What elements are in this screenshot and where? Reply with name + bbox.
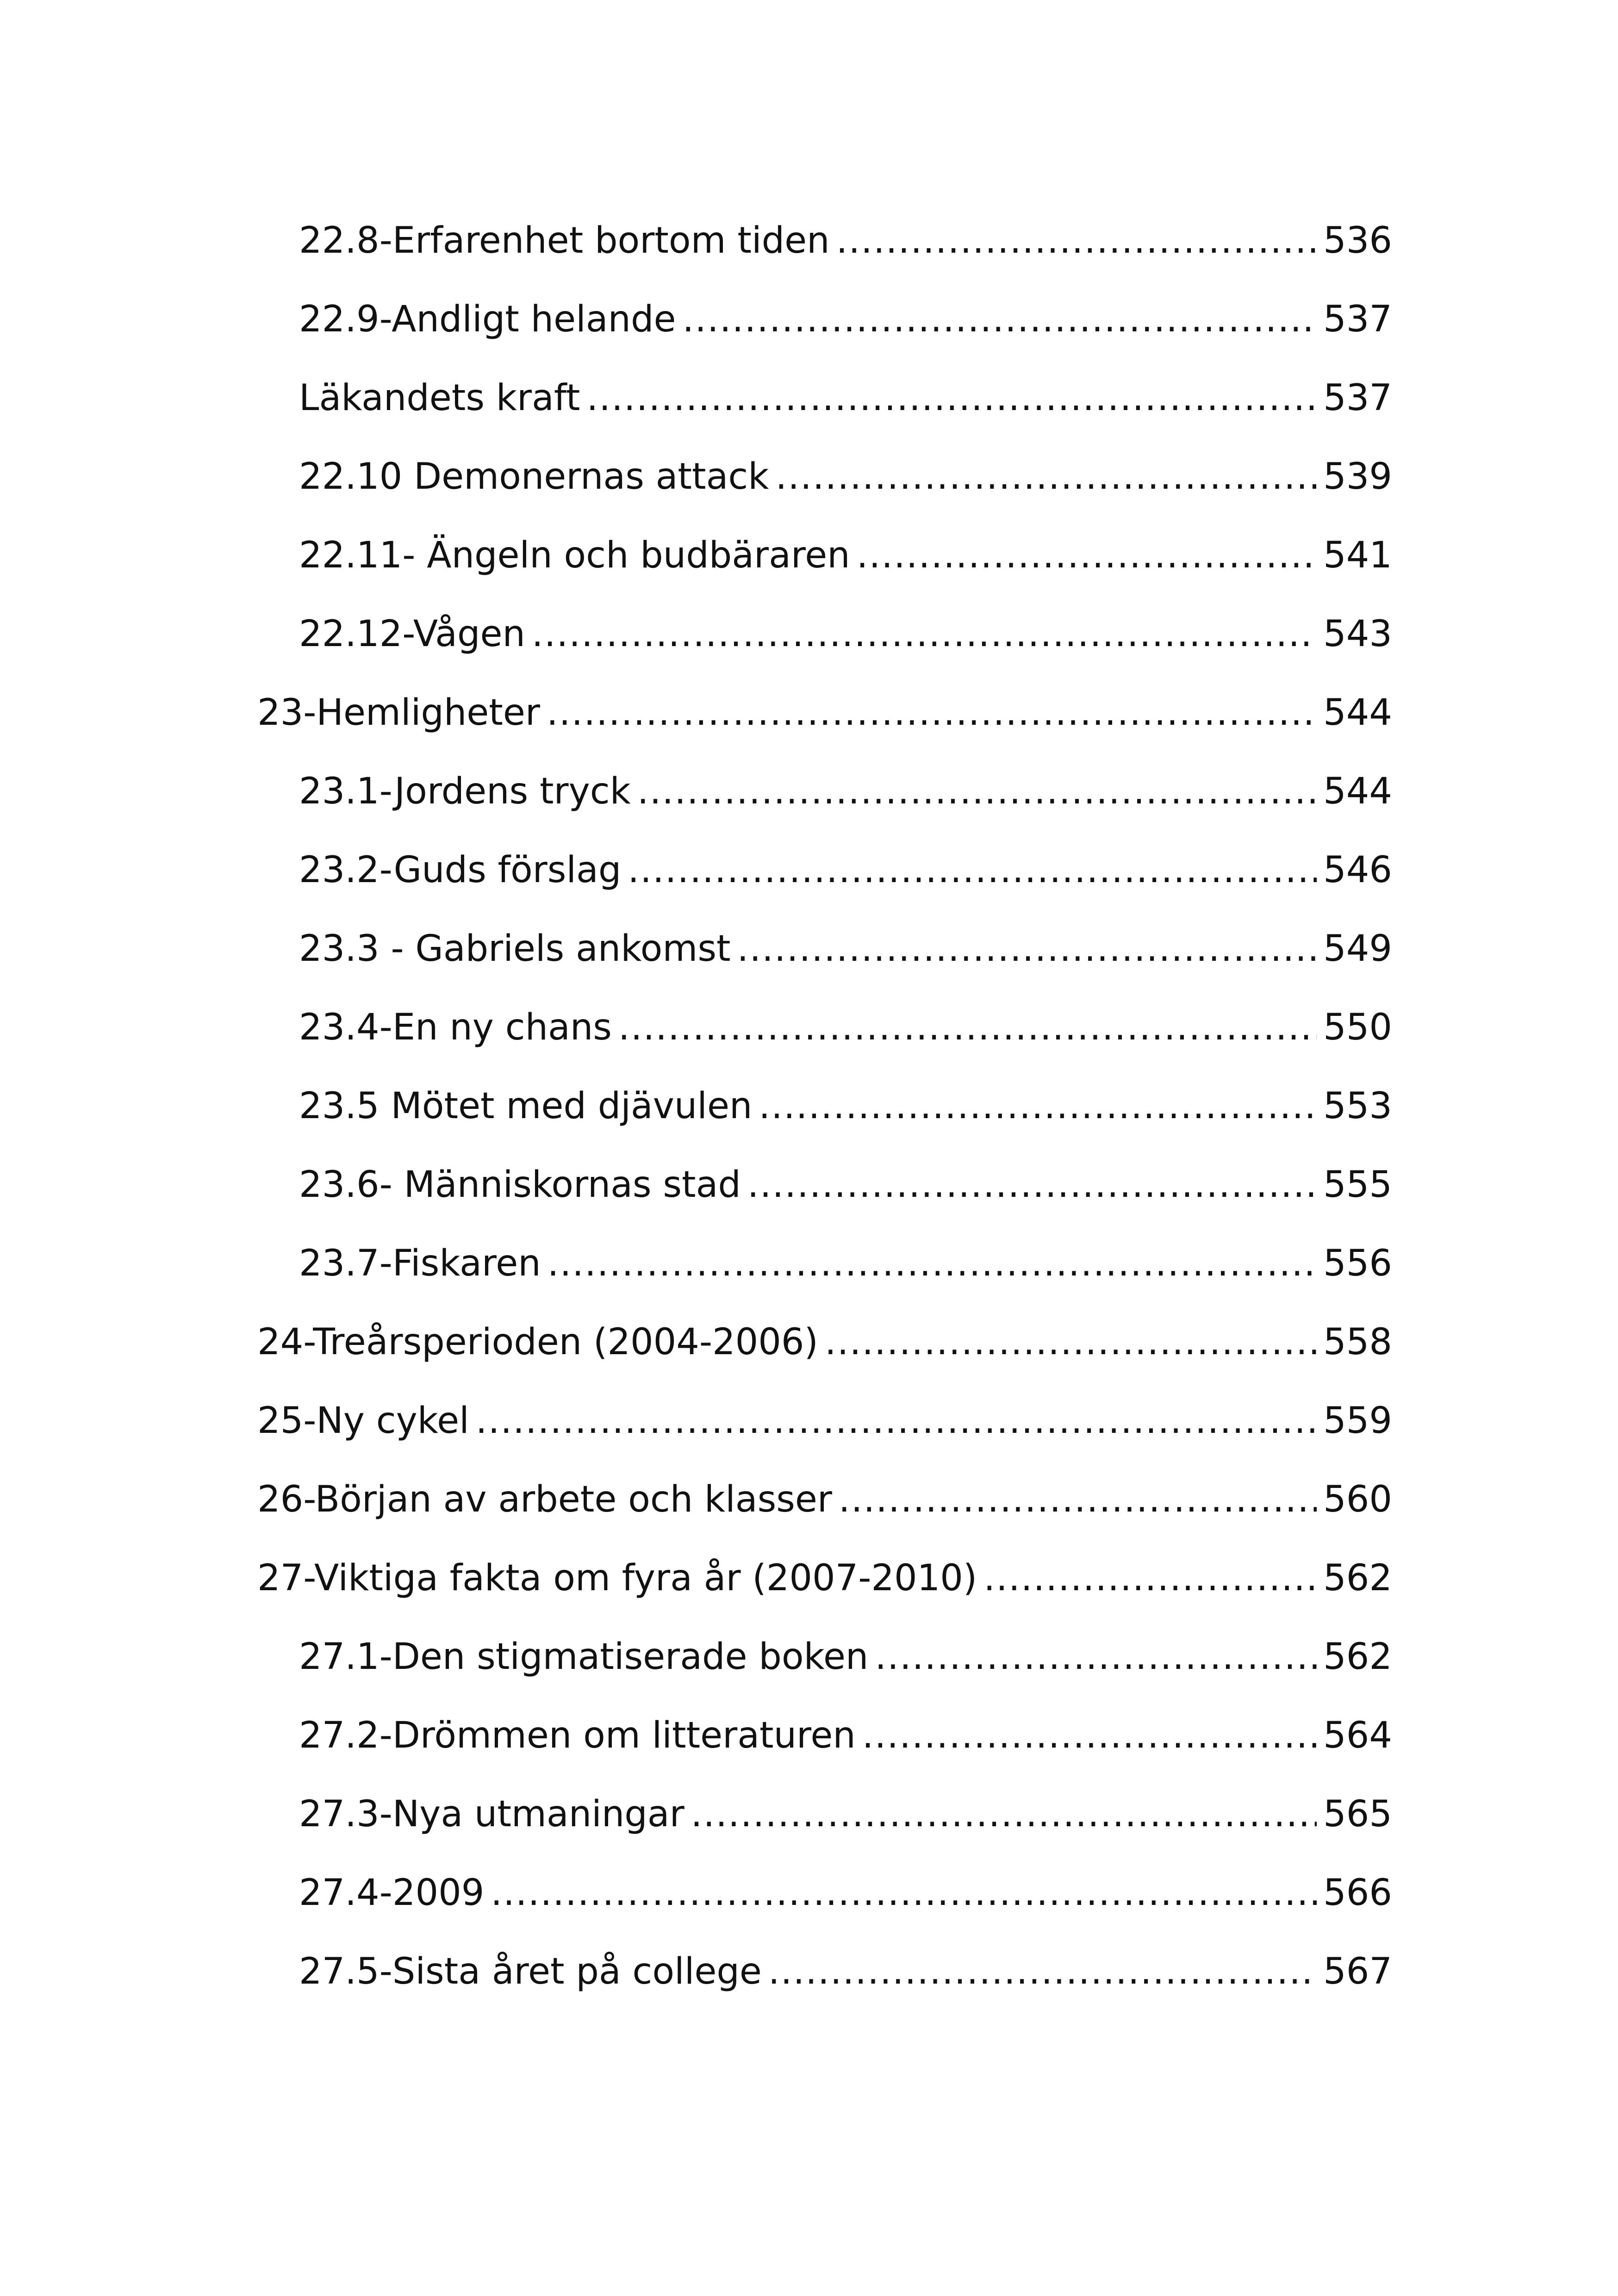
toc-entry[interactable]: [257, 1393, 1392, 1449]
toc-entry-title: 22.8-Erfarenhet bortom tiden: [299, 220, 830, 261]
toc-page-number: 537: [1323, 377, 1392, 419]
toc-page-number: 541: [1323, 535, 1392, 576]
toc-entry[interactable]: [299, 449, 1392, 504]
toc-entry-title: 23.5 Mötet med djävulen: [299, 1085, 753, 1127]
dot-leader: [759, 1078, 1317, 1134]
toc-page-number: 558: [1323, 1321, 1392, 1363]
dot-leader: [875, 1629, 1317, 1685]
toc-entry-title: 23.7-Fiskaren: [299, 1243, 541, 1284]
toc-entry[interactable]: [257, 1472, 1392, 1527]
toc-entry-title: 25-Ny cykel: [257, 1400, 469, 1442]
toc-entry[interactable]: [299, 370, 1392, 426]
toc-page-number: 553: [1323, 1085, 1392, 1127]
toc-page-number: 546: [1323, 849, 1392, 891]
toc-entry[interactable]: [299, 606, 1392, 662]
toc-entry-title: 23.3 - Gabriels ankomst: [299, 928, 731, 970]
toc-entry[interactable]: [299, 528, 1392, 583]
toc-entry-title: 23.6- Människornas stad: [299, 1164, 741, 1206]
toc-page-number: 556: [1323, 1243, 1392, 1284]
dot-leader: [839, 1472, 1317, 1527]
toc-entry[interactable]: [299, 1236, 1392, 1291]
toc-page-number: 549: [1323, 928, 1392, 970]
toc-page-number: 562: [1323, 1636, 1392, 1678]
dot-leader: [618, 1000, 1317, 1055]
toc-entry[interactable]: [299, 1157, 1392, 1213]
toc-entry-title: 23-Hemligheter: [257, 692, 540, 734]
dot-leader: [682, 292, 1317, 347]
dot-leader: [983, 1550, 1317, 1606]
toc-page-number: 544: [1323, 771, 1392, 812]
toc-entry-title: 24-Treårsperioden (2004-2006): [257, 1321, 818, 1363]
toc-entry-title: 27.3-Nya utmaningar: [299, 1793, 685, 1835]
toc-page-number: 539: [1323, 456, 1392, 498]
dot-leader: [587, 370, 1317, 426]
dot-leader: [691, 1786, 1317, 1842]
toc-entry-title: 23.4-En ny chans: [299, 1007, 612, 1048]
toc-entry-title: 27.5-Sista året på college: [299, 1951, 762, 1992]
toc-page-number: 565: [1323, 1793, 1392, 1835]
toc-entry-title: Läkandets kraft: [299, 377, 580, 419]
toc-page-number: 566: [1323, 1872, 1392, 1914]
toc-entry-title: 22.10 Demonernas attack: [299, 456, 769, 498]
toc-entry-title: 27.1-Den stigmatiserade boken: [299, 1636, 869, 1678]
dot-leader: [476, 1393, 1317, 1449]
dot-leader: [548, 1236, 1317, 1291]
toc-page-number: 555: [1323, 1164, 1392, 1206]
toc-entry-title: 23.1-Jordens tryck: [299, 771, 631, 812]
toc-entry-title: 22.11- Ängeln och budbäraren: [299, 535, 850, 576]
toc-page-number: 562: [1323, 1557, 1392, 1599]
dot-leader: [747, 1157, 1317, 1213]
toc-page-number: 559: [1323, 1400, 1392, 1442]
toc-entry[interactable]: [299, 292, 1392, 347]
toc-page-number: 536: [1323, 220, 1392, 261]
toc-entry[interactable]: [299, 1629, 1392, 1685]
toc-page-number: 544: [1323, 692, 1392, 734]
toc-entry[interactable]: [299, 921, 1392, 977]
dot-leader: [547, 685, 1317, 740]
toc-entry[interactable]: [299, 1078, 1392, 1134]
dot-leader: [637, 764, 1317, 819]
dot-leader: [825, 1314, 1317, 1370]
toc-entry[interactable]: [299, 1786, 1392, 1842]
toc-entry[interactable]: [299, 1944, 1392, 1999]
toc-entry-title: 22.9-Andligt helande: [299, 299, 676, 340]
dot-leader: [532, 606, 1317, 662]
toc-entry-title: 27-Viktiga fakta om fyra år (2007-2010): [257, 1557, 977, 1599]
dot-leader: [628, 842, 1317, 898]
toc-page-number: 543: [1323, 613, 1392, 655]
toc-entry-title: 27.2-Drömmen om litteraturen: [299, 1715, 856, 1756]
toc-page-number: 560: [1323, 1479, 1392, 1520]
toc-entry[interactable]: [299, 1708, 1392, 1763]
toc-entry[interactable]: [257, 1314, 1392, 1370]
toc-entry[interactable]: [299, 764, 1392, 819]
toc-page-number: 564: [1323, 1715, 1392, 1756]
toc-entry[interactable]: [299, 1000, 1392, 1055]
dot-leader: [836, 213, 1317, 268]
toc-page-number: 537: [1323, 299, 1392, 340]
toc-entry[interactable]: [299, 213, 1392, 268]
dot-leader: [737, 921, 1317, 977]
toc-entry[interactable]: [299, 1865, 1392, 1921]
dot-leader: [768, 1944, 1317, 1999]
toc-entry-title: 22.12-Vågen: [299, 613, 525, 655]
toc-page-number: 550: [1323, 1007, 1392, 1048]
toc-entry-title: 26-Början av arbete och klasser: [257, 1479, 832, 1520]
dot-leader: [775, 449, 1317, 504]
dot-leader: [857, 528, 1317, 583]
toc-entry[interactable]: [257, 1550, 1392, 1606]
dot-leader: [862, 1708, 1317, 1763]
toc-page-number: 567: [1323, 1951, 1392, 1992]
toc-entry-title: 27.4-2009: [299, 1872, 485, 1914]
toc-entry[interactable]: [299, 842, 1392, 898]
toc-entry-title: 23.2-Guds förslag: [299, 849, 622, 891]
toc-entry[interactable]: [257, 685, 1392, 740]
dot-leader: [491, 1865, 1317, 1921]
